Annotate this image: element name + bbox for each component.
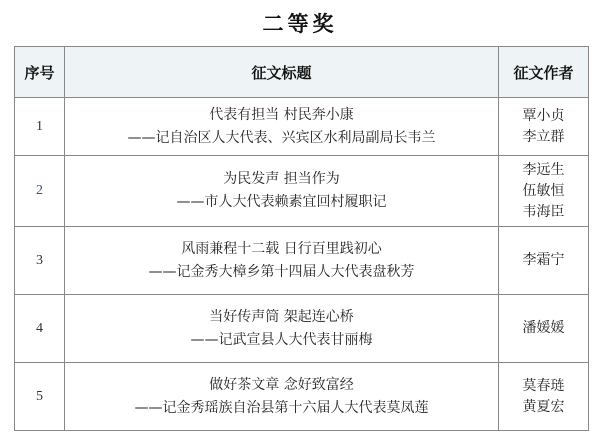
author-name: 李霜宁 xyxy=(522,252,565,268)
header-authors: 征文作者 xyxy=(499,47,589,98)
author-name: 黄夏宏 xyxy=(522,398,565,415)
title-main: 做好茶文章 念好致富经 xyxy=(209,376,354,393)
title-main: 为民发声 担当作为 xyxy=(223,171,340,187)
title-sub: ——市人大代表赖素宜回村履职记 xyxy=(176,194,387,210)
author-name: 潘媛媛 xyxy=(522,320,565,336)
row-index: 1 xyxy=(15,98,65,156)
row-title xyxy=(65,295,499,363)
row-title xyxy=(65,227,499,295)
author-name: 韦海臣 xyxy=(522,203,565,220)
row-title xyxy=(65,156,499,227)
row-authors xyxy=(499,227,589,295)
row-index: 5 xyxy=(15,363,65,431)
author-name: 莫春琏 xyxy=(522,377,565,394)
header-index: 序号 xyxy=(15,47,65,98)
title-sub: ——记金秀瑶族自治县第十六届人大代表莫凤莲 xyxy=(134,399,429,416)
table-row xyxy=(15,363,589,431)
author-name: 伍敏恒 xyxy=(522,182,565,199)
table-row xyxy=(15,98,589,156)
row-title xyxy=(65,98,499,156)
table-row xyxy=(15,295,589,363)
title-main: 风雨兼程十二载 日行百里践初心 xyxy=(181,240,382,257)
row-index: 3 xyxy=(15,227,65,295)
title-sub: ——记金秀大樟乡第十四届人大代表盘秋芳 xyxy=(148,263,415,280)
row-authors xyxy=(499,363,589,431)
header-title: 征文标题 xyxy=(65,47,499,98)
row-index: 4 xyxy=(15,295,65,363)
author-name: 李远生 xyxy=(522,161,565,178)
award-table xyxy=(14,46,589,431)
row-index: 2 xyxy=(15,156,65,227)
row-title xyxy=(65,363,499,431)
page-title: 二等奖 xyxy=(262,12,338,36)
title-main: 当好传声筒 架起连心桥 xyxy=(209,308,354,325)
table-row xyxy=(15,227,589,295)
row-authors xyxy=(499,156,589,227)
row-authors xyxy=(499,98,589,156)
table-header-row xyxy=(15,47,589,98)
title-main: 代表有担当 村民奔小康 xyxy=(209,106,354,123)
author-name: 覃小贞 xyxy=(522,107,565,124)
title-sub: ——记自治区人大代表、兴宾区水利局副局长韦兰 xyxy=(127,129,436,146)
title-sub: ——记武宣县人大代表甘丽梅 xyxy=(190,331,373,348)
row-authors xyxy=(499,295,589,363)
author-name: 李立群 xyxy=(522,128,565,145)
table-row xyxy=(15,156,589,227)
